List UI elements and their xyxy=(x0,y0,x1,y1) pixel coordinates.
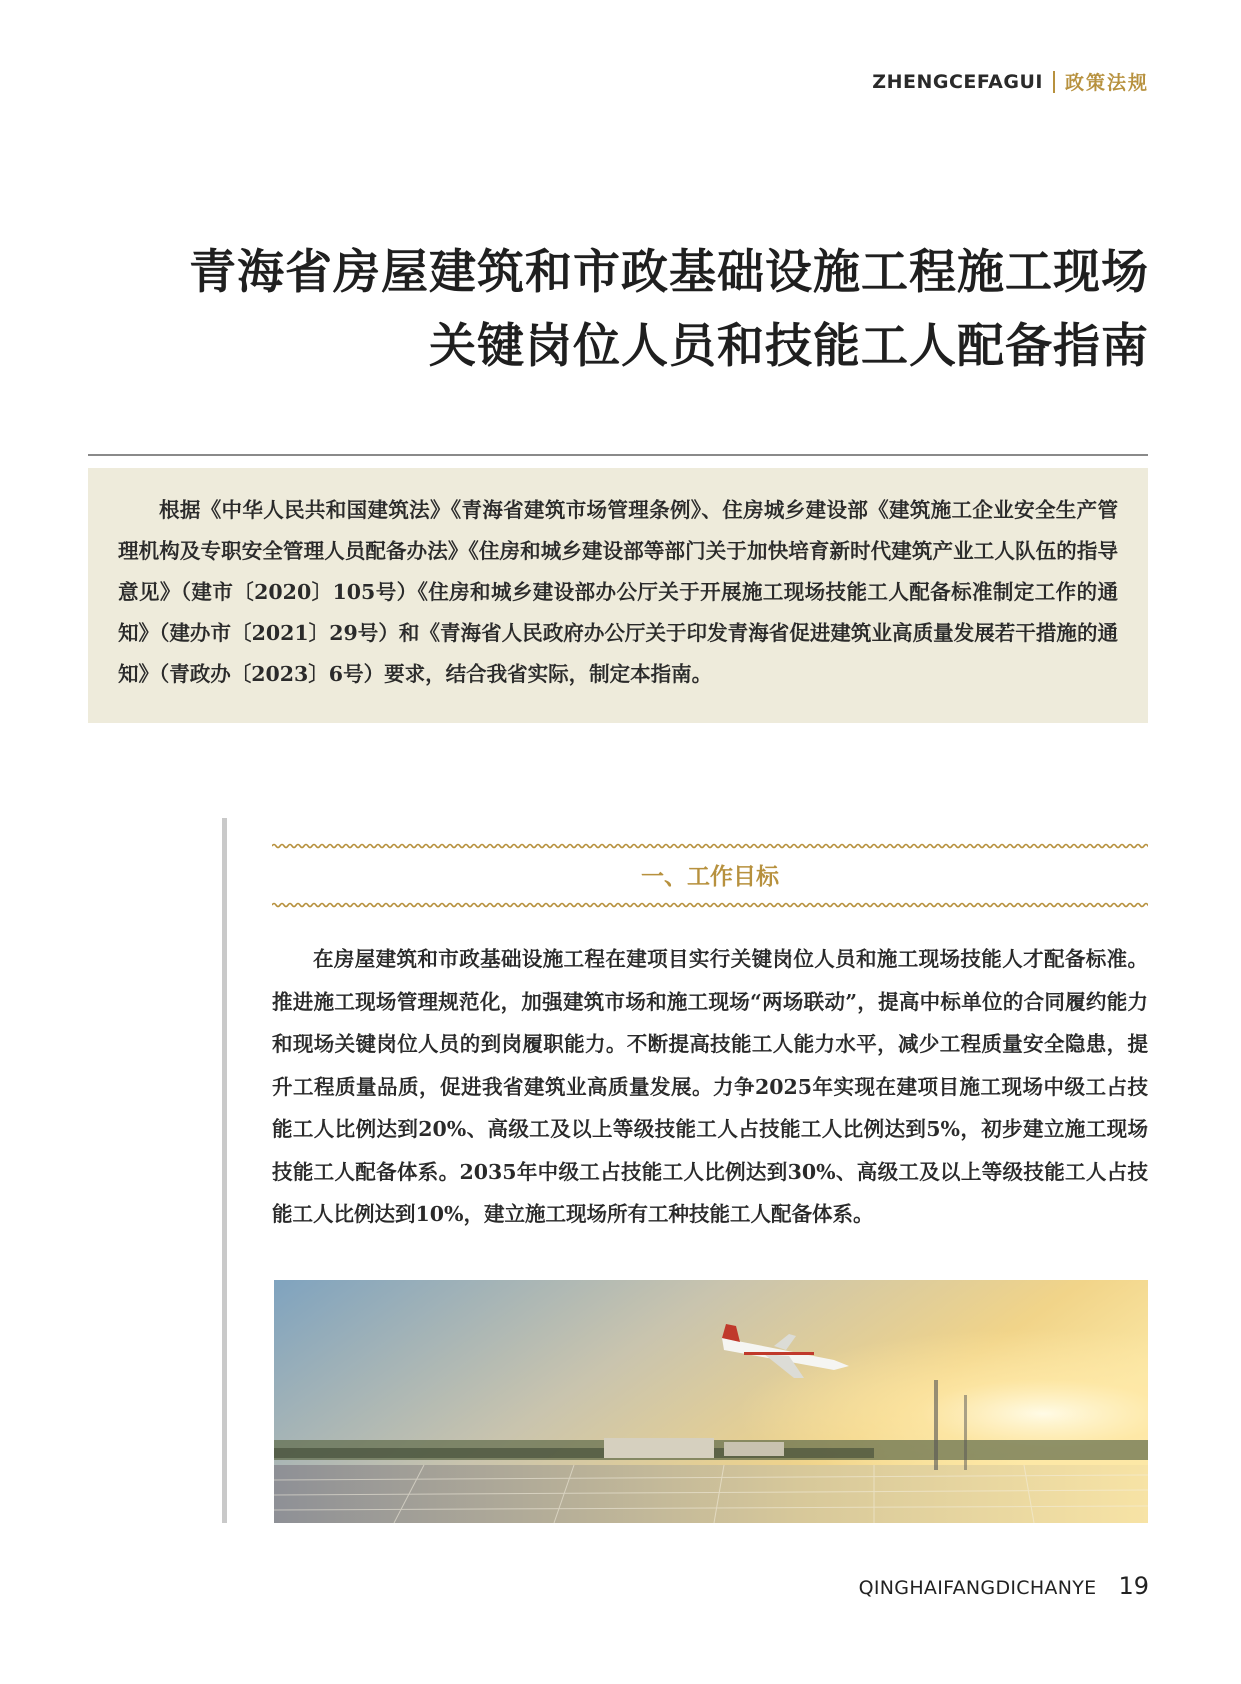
section-name-en: ZHENGCEFAGUI xyxy=(872,70,1043,93)
title-line-2: 关键岗位人员和技能工人配备指南 xyxy=(429,319,1149,374)
section-body xyxy=(272,938,1148,1236)
section-header xyxy=(872,68,1149,95)
header-divider xyxy=(1053,71,1055,93)
page-footer xyxy=(859,1572,1149,1600)
airport-sunset-photo xyxy=(274,1280,1148,1523)
intro-box xyxy=(88,468,1148,723)
intro-paragraph: 根据《中华人民共和国建筑法》《青海省建筑市场管理条例》、住房城乡建设部《建筑施工企业安全生产管理机构及专职安全管理人员配备办法》《住房和城乡建设部等部门关于加快培育新时代建筑产业工人队伍的指导意见》（建市〔2020〕105号）《住房和城乡建设部办公厅关于开展施工现场技能工人配备标准制定工作的通知》（建办市〔2021〕29号）和《青海省人民政府办公厅关于印发青海省促进建筑业高质量发展若干措施的通知》（青政办〔2023〕6号）要求，结合我省实际，制定本指南。 xyxy=(118,498,1118,686)
heading-wave-bottom xyxy=(272,900,1148,910)
section-left-bar xyxy=(222,818,227,1523)
title-line-1: 青海省房屋建筑和市政基础设施工程施工现场 xyxy=(189,245,1149,300)
section-name-cn: 政策法规 xyxy=(1064,72,1149,94)
heading-wave-top xyxy=(272,841,1148,851)
article-title xyxy=(149,236,1149,384)
magazine-name: QINGHAIFANGDICHANYE xyxy=(858,1577,1097,1599)
page-number: 19 xyxy=(1118,1572,1149,1600)
section-heading: 一、工作目标 xyxy=(641,864,779,890)
section-paragraph: 在房屋建筑和市政基础设施工程在建项目实行关键岗位人员和施工现场技能人才配备标准。推进施工现场管理规范化，加强建筑市场和施工现场“两场联动”，提高中标单位的合同履约能力和现场关键岗位人员的到岗履职能力。不断提高技能工人能力水平，减少工程质量安全隐患，提升工程质量品质，促进我省建筑业高质量发展。力争2025年实现在建项目施工现场中级工占技能工人比例达到20%、高级工及以上等级技能工人占技能工人比例达到5%，初步建立施工现场技能工人配备体系。2035年中级工占技能工人比例达到30%、高级工及以上等级技能工人占技能工人比例达到10%，建立施工现场所有工种技能工人配备体系。 xyxy=(272,947,1148,1226)
title-divider xyxy=(88,454,1148,456)
